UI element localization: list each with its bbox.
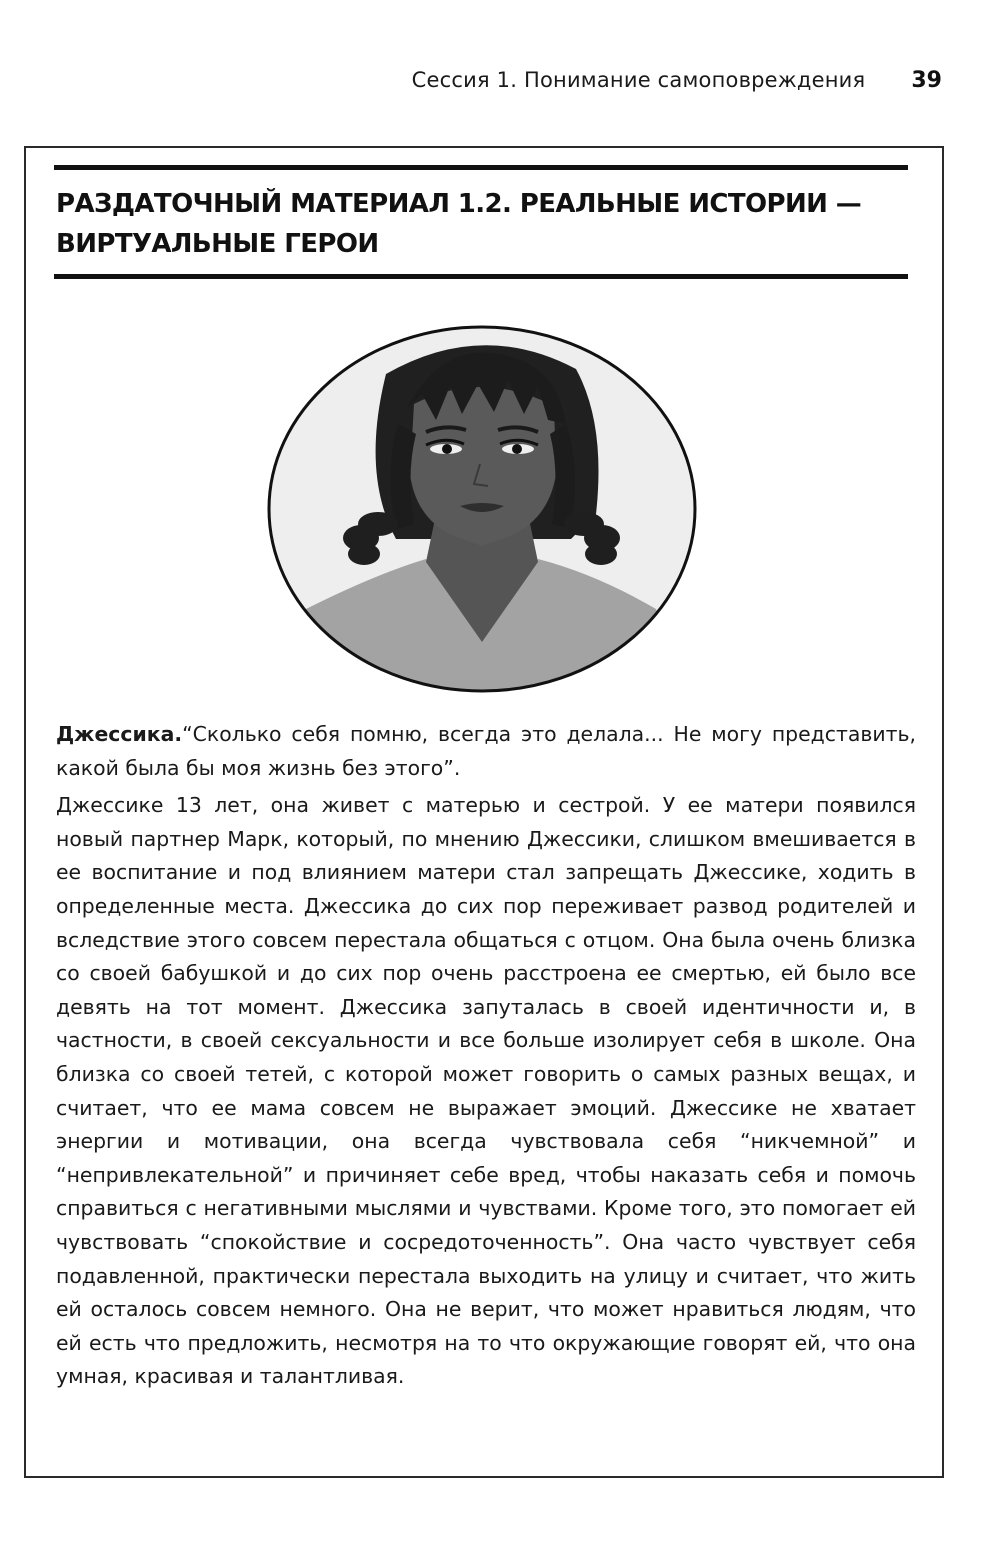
handout-title-line-2: ВИРТУАЛЬНЫЕ ГЕРОИ [56,229,379,259]
character-story: Джессике 13 лет, она живет с матерью и сестрой. У ее матери появился новый партнер Марк, который, по мнению Джессики, слишком вмешивается в ее воспитание и под влиянием матери стал запрещать Джессике, ходить в определенные места. Джессика до сих пор переживает развод родителей и вследствие этого совсем перестала общаться с отцом. Она была очень близка со своей бабушкой и до сих пор очень расстроена ее смертью, ей было все девять на тот момент. Джессика запуталась в своей идентичности и, в частности, в своей сексуальности и все больше изолирует себя в школе. Она близка со своей тетей, с которой может говорить о самых разных вещах, и считает, что ее мама совсем не выражает эмоций. Джессике не хватает энергии и мотивации, она всегда чувствовала себя “никчемной” и “непривлекательной” и причиняет себе вред, чтобы наказать себя и помочь справиться с негативными мыслями и чувствами. Кроме того, это помогает ей чувствовать “спокойствие и сосредоточенность”. Она часто чувствует себя подавленной, практически перестала выходить на улицу и считает, что жить ей осталось совсем немного. Она не верит, что может нравиться людям, что ей есть что предложить, несмотря на то что окружающие говорят ей, что она умная, красивая и талантливая. [56,793,916,1389]
character-quote: “Сколько себя помню, всегда это делала... Не могу представить, какой была бы моя жизнь без этого”. [56,722,916,780]
handout-title-line-1: РАЗДАТОЧНЫЙ МАТЕРИАЛ 1.2. РЕАЛЬНЫЕ ИСТОРИИ — [56,189,862,219]
character-name: Джессика. [56,722,183,746]
handout-title [56,184,906,264]
running-head [0,68,942,93]
title-rule-bottom [54,274,908,279]
running-head-section-title: Сессия 1. Понимание самоповреждения [411,68,866,92]
character-quote-paragraph [56,718,916,785]
title-rule-top [54,165,908,170]
girl-portrait-icon [266,324,698,694]
page-number: 39 [911,68,942,93]
story-text [56,718,916,1394]
handout-box [24,146,944,1478]
